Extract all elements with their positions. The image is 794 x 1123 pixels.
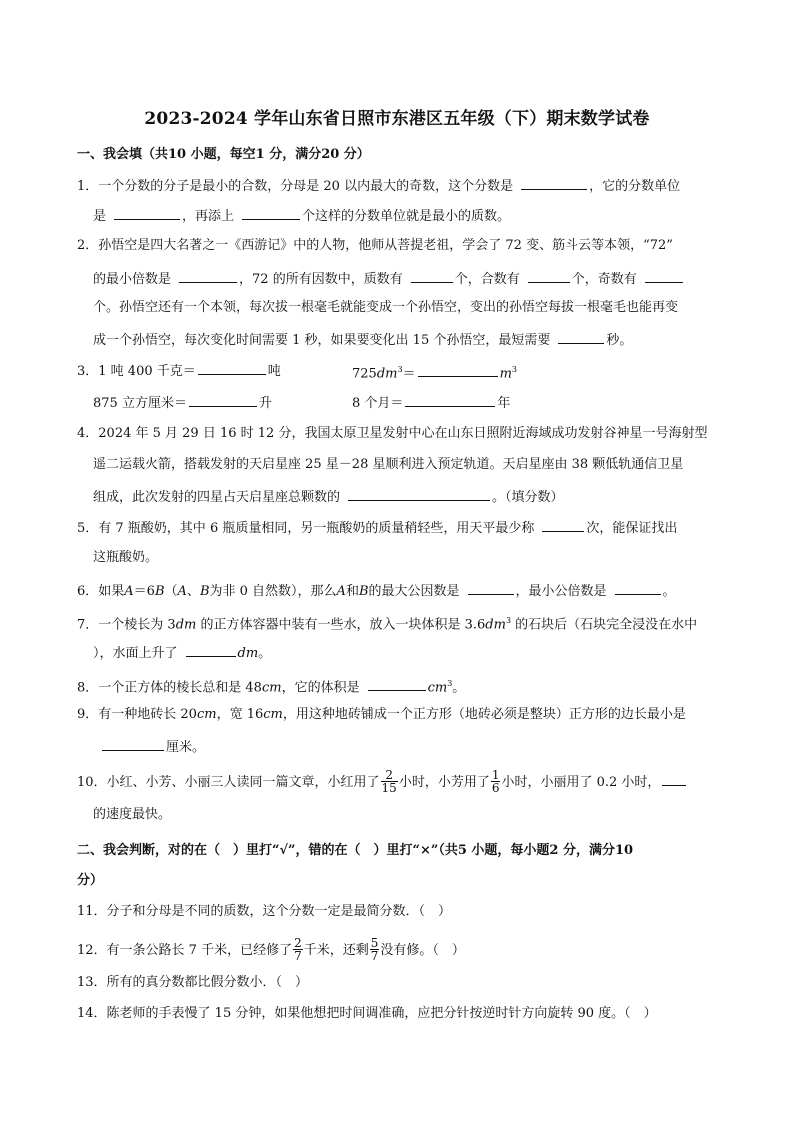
answer-blank[interactable] bbox=[189, 394, 257, 407]
answer-blank[interactable] bbox=[179, 270, 237, 283]
section1-heading: 一、我会填（共10 小题，每空1 分，满分20 分） bbox=[77, 147, 370, 162]
question-9-line-1: 9．有一种地砖长 20cm，宽 16cm，用这种地砖铺成一个正方形（地砖必须是整块）正方形的边长最小是 bbox=[77, 707, 686, 722]
question-9-line-2: 厘米。 bbox=[100, 738, 205, 756]
question-2-line-4: 成一个孙悟空，每次变化时间需要 1 秒，如果要变化出 15 个孙悟空，最短需要 秒。 bbox=[93, 333, 633, 348]
answer-blank[interactable] bbox=[662, 773, 686, 786]
question-3-item-4: 8 个月＝ 年 bbox=[352, 396, 511, 411]
answer-blank[interactable] bbox=[645, 270, 683, 283]
question-14: 14．陈老师的手表慢了 15 分钟，如果他想把时间调准确，应把分针按逆时针方向旋转 90 度。（ ） bbox=[77, 1006, 657, 1021]
question-4-line-3: 组成，此次发射的四星占天启星座总颗数的 。（填分数） bbox=[93, 490, 564, 505]
question-7-line-1: 7．一个棱长为 3dm 的正方体容器中装有一些水，放入一块体积是 $3.6dm^3$ 的石块后（石块完全浸没在水中 bbox=[77, 616, 698, 633]
answer-blank[interactable] bbox=[198, 362, 266, 375]
question-3-item-2: $725dm^3= m^3$ bbox=[352, 365, 518, 382]
answer-blank[interactable] bbox=[368, 678, 426, 691]
question-12: 12．有一条公路长 7 千米，已经修了 $\frac{2}{7}$ 千米，还剩 $\frac{5}{7}$ 没有修。（ ） bbox=[77, 936, 465, 963]
question-2-line-1: 2．孙悟空是四大名著之一《西游记》中的人物，他师从菩提老祖，学会了 72 变、筋斗云等本领，“72” bbox=[77, 238, 673, 253]
answer-blank[interactable] bbox=[242, 207, 300, 220]
question-3-item-1: 3．1 吨 400 千克＝ 吨 bbox=[77, 364, 281, 379]
question-1-line-1: 1．一个分数的分子是最小的合数，分母是 20 以内最大的奇数，这个分数是 ，它的分数单位 bbox=[77, 179, 681, 194]
question-6: 6．如果A＝6B（A、B为非 0 自然数），那么A和B的最大公因数是 ，最小公倍数是 。 bbox=[77, 584, 676, 599]
answer-blank[interactable] bbox=[418, 364, 498, 377]
answer-blank[interactable] bbox=[102, 738, 164, 751]
question-13: 13．所有的真分数都比假分数小．（ ） bbox=[77, 975, 309, 990]
question-5-line-2: 这瓶酸奶。 bbox=[93, 550, 159, 565]
answer-blank[interactable] bbox=[521, 177, 587, 190]
answer-blank[interactable] bbox=[405, 394, 495, 407]
question-2-line-3: 个。孙悟空还有一个本领，每次拔一根毫毛就能变成一个孙悟空，变出的孙悟空每拔一根毫毛也能再变 bbox=[93, 300, 679, 315]
question-4-line-1: 4．2024 年 5 月 29 日 16 时 12 分，我国太原卫星发射中心在山东日照附近海域成功发射谷神星一号海射型 bbox=[77, 426, 708, 441]
answer-blank[interactable] bbox=[558, 331, 604, 344]
question-3-item-3: 875 立方厘米＝ 升 bbox=[93, 396, 272, 411]
answer-blank[interactable] bbox=[114, 207, 180, 220]
answer-blank[interactable] bbox=[468, 582, 514, 595]
fraction: $\frac{1}{6}$ bbox=[491, 768, 500, 795]
section2-heading-line-2: 分） bbox=[77, 873, 104, 888]
answer-blank[interactable] bbox=[411, 270, 453, 283]
answer-blank[interactable] bbox=[186, 644, 236, 657]
question-4-line-2: 遥二运载火箭，搭载发射的天启星座 25 星－28 星顺利进入预定轨道。天启星座由 38 颗低轨通信卫星 bbox=[93, 457, 684, 472]
exam-title: 2023-2024 学年山东省日照市东港区五年级（下）期末数学试卷 bbox=[144, 109, 650, 129]
question-11: 11．分子和分母是不同的质数，这个分数一定是最简分数．（ ） bbox=[77, 904, 452, 919]
question-8: 8．一个正方体的棱长总和是 48cm，它的体积是 $cm^3$。 bbox=[77, 679, 466, 696]
question-2-line-2: 的最小倍数是 ，72 的所有因数中，质数有 个，合数有 个，奇数有 bbox=[93, 270, 685, 288]
answer-blank[interactable] bbox=[615, 582, 661, 595]
fraction: $\frac{2}{7}$ bbox=[294, 936, 302, 963]
question-1-line-2: 是 ，再添上 个这样的分数单位就是最小的质数。 bbox=[93, 209, 511, 224]
answer-blank[interactable] bbox=[348, 488, 490, 501]
fraction: $\frac{5}{7}$ bbox=[370, 936, 379, 963]
question-7-line-2: ），水面上升了 dm。 bbox=[93, 646, 272, 661]
section2-heading-line-1: 二、我会判断，对的在（ ）里打“√”，错的在（ ）里打“×”（共5 小题，每小题2 分，满分10 bbox=[77, 843, 634, 858]
question-10-line-1: 10．小红、小芳、小丽三人读同一篇文章，小红用了 $\frac{2}{15}$ 小时，小芳用了 $\frac{1}{6}$ 小时，小丽用了 0.2 小时， bbox=[77, 770, 688, 795]
answer-blank[interactable] bbox=[528, 270, 570, 283]
answer-blank[interactable] bbox=[542, 519, 584, 532]
question-10-line-2: 的速度最快。 bbox=[93, 807, 172, 822]
question-5-line-1: 5．有 7 瓶酸奶，其中 6 瓶质量相同，另一瓶酸奶的质量稍轻些，用天平最少称 次，能保证找出 bbox=[77, 521, 678, 536]
fraction: $\frac{2}{15}$ bbox=[381, 768, 397, 795]
